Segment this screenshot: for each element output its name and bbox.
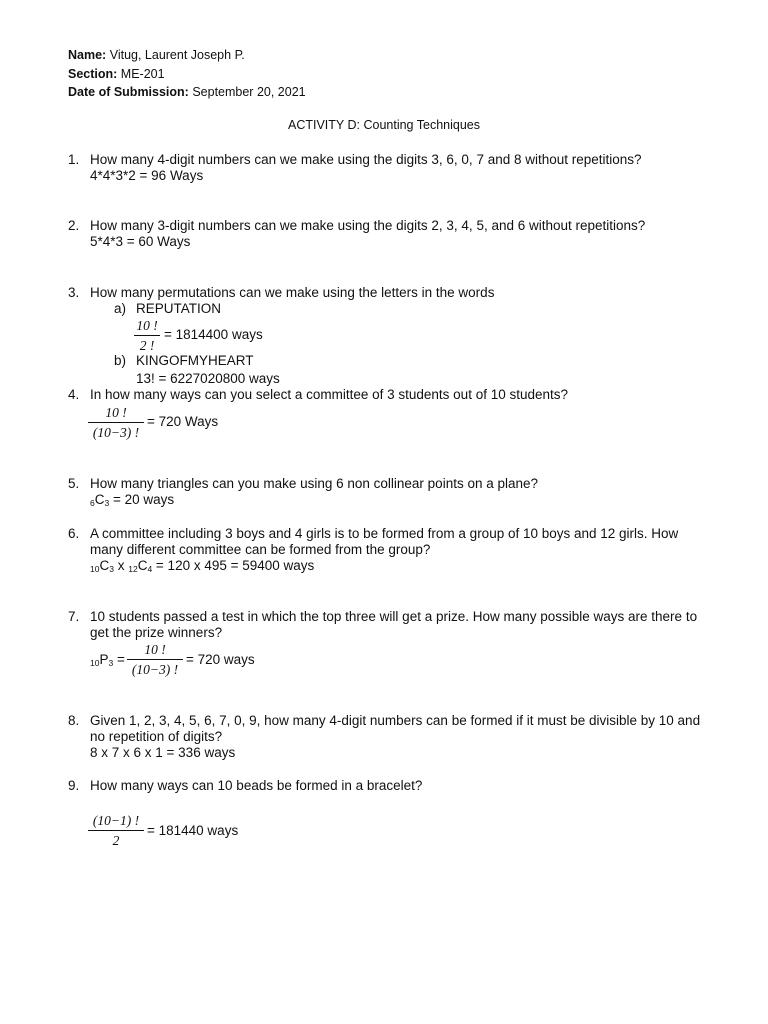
q7-sub-n: 10	[90, 658, 100, 668]
q7-number: 7.	[68, 609, 80, 624]
q5-sub-n: 6	[90, 498, 95, 508]
name-line	[68, 48, 245, 62]
q3a-result: = 1814400 ways	[164, 327, 263, 342]
q8-text-line2: no repetition of digits?	[90, 729, 223, 744]
q9-result: = 181440 ways	[147, 823, 239, 838]
q6-text-line2: many different committee can be formed from the group?	[90, 542, 431, 557]
q6-symbol-a: C	[99, 558, 110, 573]
q2-text: How many 3-digit numbers can we make using the digits 2, 3, 4, 5, and 6 without repetitions?	[90, 218, 646, 233]
q9-number: 9.	[68, 778, 80, 793]
q4-fraction	[88, 404, 144, 441]
fraction-bar	[134, 335, 160, 336]
q5-sub-r: 3	[104, 498, 110, 508]
q6-sub-b-n: 12	[128, 564, 138, 574]
q4-number: 4.	[68, 387, 80, 402]
q5-symbol: C	[94, 492, 105, 507]
q3-number: 3.	[68, 285, 80, 300]
q1-number: 1.	[68, 152, 80, 167]
q9-text: How many ways can 10 beads be formed in a bracelet?	[90, 778, 423, 793]
q8-text-line1: Given 1, 2, 3, 4, 5, 6, 7, 0, 9, how many 4-digit numbers can be formed if it must be divisible by 10 and	[90, 713, 701, 728]
fraction-bar	[88, 422, 144, 423]
q1-text: How many 4-digit numbers can we make using the digits 3, 6, 0, 7 and 8 without repetitions?	[90, 152, 642, 167]
date-label: Date of Submission:	[68, 85, 189, 99]
q6-times: x	[113, 558, 129, 573]
q6-result: = 120 x 495 = 59400 ways	[152, 558, 315, 573]
date-value: September 20, 2021	[192, 85, 306, 99]
q7-text-line1: 10 students passed a test in which the top three will get a prize. How many possible ways are there to	[90, 609, 698, 624]
q5-text: How many triangles can you make using 6 non collinear points on a plane?	[90, 476, 539, 491]
q7-denominator: (10−3) !	[131, 662, 179, 677]
q3a-fraction	[134, 317, 160, 354]
q3a-denominator: 2 !	[139, 338, 155, 353]
q5-answer	[90, 492, 174, 508]
q7-sub-r: 3	[108, 658, 114, 668]
q6-answer	[90, 558, 314, 574]
q4-result: = 720 Ways	[147, 414, 219, 429]
q5-result: = 20 ways	[109, 492, 175, 507]
q6-text-line1: A committee including 3 boys and 4 girls is to be formed from a group of 10 boys and 12 girls. How	[90, 526, 679, 541]
q4-denominator: (10−3) !	[92, 425, 140, 440]
section-value: ME-201	[120, 67, 165, 81]
q4-numerator: 10 !	[105, 405, 127, 420]
q7-result: = 720 ways	[186, 652, 255, 667]
name-label: Name:	[68, 48, 107, 62]
q5-number: 5.	[68, 476, 80, 491]
name-value: Vitug, Laurent Joseph P.	[109, 48, 245, 62]
q7-permutation	[90, 652, 125, 668]
q7-numerator: 10 !	[144, 642, 166, 657]
q1-answer: 4*4*3*2 = 96 Ways	[90, 168, 204, 183]
q6-sub-a-r: 3	[109, 564, 114, 574]
q6-symbol-b: C	[137, 558, 148, 573]
q7-fraction	[127, 641, 183, 678]
q7-equals: =	[113, 652, 125, 667]
q3b-answer: 13! = 6227020800 ways	[136, 371, 280, 386]
q7-symbol: P	[99, 652, 109, 667]
q4-text: In how many ways can you select a committee of 3 students out of 10 students?	[90, 387, 569, 402]
q9-numerator: (10−1) !	[92, 813, 140, 828]
q2-answer: 5*4*3 = 60 Ways	[90, 234, 191, 249]
q3a-word: REPUTATION	[136, 301, 222, 316]
q3-text: How many permutations can we make using the letters in the words	[90, 285, 495, 300]
fraction-bar	[127, 659, 183, 660]
q6-number: 6.	[68, 526, 80, 541]
q9-denominator: 2	[112, 833, 120, 848]
section-line	[68, 67, 165, 81]
page-title: ACTIVITY D: Counting Techniques	[288, 118, 480, 132]
q3a-label: a)	[114, 301, 127, 316]
section-label: Section:	[68, 67, 118, 81]
q8-number: 8.	[68, 713, 80, 728]
q7-text-line2: get the prize winners?	[90, 625, 223, 640]
q9-fraction	[88, 812, 144, 849]
q2-number: 2.	[68, 218, 80, 233]
q3b-word: KINGOFMYHEART	[136, 353, 254, 368]
q6-sub-a-n: 10	[90, 564, 100, 574]
fraction-bar	[88, 830, 144, 831]
q8-answer: 8 x 7 x 6 x 1 = 336 ways	[90, 745, 236, 760]
q3a-numerator: 10 !	[136, 318, 158, 333]
q3b-label: b)	[114, 353, 127, 368]
q6-sub-b-r: 4	[147, 564, 153, 574]
date-line	[68, 85, 306, 99]
